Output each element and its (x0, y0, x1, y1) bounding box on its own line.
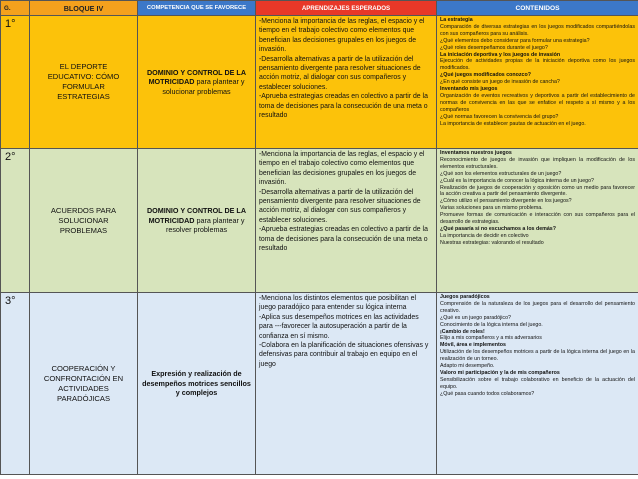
aprendizaje-item: -Desarrolla alternativas a partir de la utilización del pensamiento divergente para resolver situaciones de acción motriz, al dialogar con sus compañeros y establecer soluciones. (259, 55, 421, 91)
bloque-cell: EL DEPORTE EDUCATIVO: CÓMO FORMULAR ESTRATEGIAS (30, 16, 138, 149)
competencia-cell: Expresión y realización de desempeños motrices sencillos y complejos (138, 293, 256, 475)
contenido-item: Ejecución de actividades propias de la iniciación deportiva como los juegos modificados. (440, 58, 635, 72)
header-bloque: BLOQUE IV (30, 1, 138, 16)
competencia-rest: para plantear y solucionar problemas (162, 77, 245, 96)
contenido-heading: Juegos paradójicos (440, 294, 490, 300)
contenido-heading: La iniciación deportiva y los juegos de invasión (440, 51, 561, 58)
contenido-item: Varias soluciones para un mismo problema. (440, 205, 543, 212)
contenidos-cell (437, 149, 638, 293)
contenido-item: ¿Qué elementos debo considerar para formular una estrategia? (440, 37, 590, 44)
aprendizaje-item: -Menciona la importancia de las reglas, el espacio y el tiempo en el trabajo colectivo como elementos que benefician las decisiones grupales en los juegos de invasión. (259, 18, 425, 54)
contenido-item: ¿Qué juegos modificados conozco? (440, 72, 531, 79)
header-competencia: COMPETENCIA QUE SE FAVORECE (138, 1, 256, 16)
aprendizajes-cell (256, 16, 437, 149)
table-row (1, 16, 638, 149)
grade-cell: 2° (1, 149, 30, 293)
contenido-item: Adapto mi desempeño. (440, 363, 495, 370)
contenido-item: Móvil, área e implementos (440, 342, 506, 349)
aprendizaje-item: -Menciona la importancia de las reglas, el espacio y el tiempo en el trabajo colectivo como elementos que benefician las decisiones grupales en los juegos de invasión. (259, 151, 425, 187)
contenido-item: Comprensión de la naturaleza de los juegos para el desarrollo del pensamiento creativo. (440, 300, 635, 314)
bloque-cell: COOPERACIÓN Y CONFRONTACIÓN EN ACTIVIDADES PARADÓJICAS (30, 293, 138, 475)
table-row (1, 293, 638, 475)
table-row (1, 149, 638, 293)
bloque-cell: ACUERDOS PARA SOLUCIONAR PROBLEMAS (30, 149, 138, 293)
contenido-item: Elijo a mis compañeros y a mis adversarios (440, 335, 542, 342)
contenido-item: Utilización de los desempeños motrices a partir de la lógica interna del juego en la realización de un torneo. (440, 349, 635, 363)
contenido-item: ¿En qué consiste un juego de invasión de cancha? (440, 79, 560, 86)
contenido-heading: La estrategia (440, 17, 473, 23)
grade-cell: 1° (1, 16, 30, 149)
contenido-item: ¿Qué pasa cuando todos colaboramos? (440, 390, 535, 397)
contenido-item: ¿Qué normas favorecen la convivencia del grupo? (440, 113, 559, 120)
contenido-item: Comparación de diversas estrategias en los juegos modificados compartiéndolas con sus compañeros para su análisis. (440, 23, 635, 37)
aprendizajes-cell (256, 149, 437, 293)
aprendizajes-cell (256, 293, 437, 475)
aprendizaje-item: -Menciona los distintos elementos que posibilitan el juego paradójico para entender su lógica interna (259, 295, 417, 312)
aprendizaje-item: -Aplica sus desempeños motrices en las actividades para ---favorecer la autosuperación a partir de la confianza en sí mismo. (259, 313, 419, 340)
competencia-title: DOMINIO Y CONTROL DE LA MOTRICIDAD (146, 67, 247, 87)
contenidos-cell (437, 16, 638, 149)
contenido-item: Organización de eventos recreativos y deportivos a partir del establecimiento de normas de convivencia en las que se enfatice el respeto a sí mismo y a los compañeros (440, 92, 635, 113)
competencia-title: DOMINIO Y CONTROL DE LA MOTRICIDAD (146, 206, 247, 225)
header-contenidos: CONTENIDOS (437, 1, 638, 16)
contenido-heading: Inventando mis juegos (440, 86, 498, 93)
competencia-rest: para plantear y resolver problemas (165, 215, 245, 235)
competencia-cell (138, 16, 256, 149)
contenido-item: Sensibilización sobre el trabajo colaborativo en beneficio de la actuación del equipo. (440, 376, 635, 390)
contenido-item: Nuestras estrategias: valorando el resultado (440, 239, 544, 246)
contenido-item: La importancia de establecer pautas de actuación en el juego. (440, 120, 586, 127)
contenido-item: Reconocimiento de juegos de invasión que impliquen la modificación de los elementos estructurales. (440, 156, 635, 170)
contenido-item: ¡Cambio de roles! (440, 328, 485, 335)
contenido-heading: Inventamos nuestros juegos (440, 150, 512, 156)
header-row (1, 1, 638, 16)
contenido-item: ¿Qué son los elementos estructurales de un juego? (440, 170, 562, 177)
header-aprendizajes: APRENDIZAJES ESPERADOS (256, 1, 437, 16)
aprendizaje-item: -Colabora en la planificación de situaciones ofensivas y defensivas para contribuir al trabajo en equipo en el juego (259, 342, 429, 368)
header-grade: G. (1, 1, 30, 16)
contenido-item: Valoro mi participación y la de mis compañeros (440, 369, 560, 376)
contenido-item: Realización de juegos de cooperación y oposición como un medio para favorecer la acción creativa a partir del pensamiento divergente. (440, 184, 635, 198)
contenidos-cell (437, 293, 638, 475)
contenido-item: Promueve formas de comunicación e interacción con sus compañeros para el desarrollo de estrategias. (440, 212, 635, 226)
grade-cell: 3° (1, 293, 30, 475)
aprendizaje-item: -Aprueba estrategias creadas en colectivo a partir de la toma de decisiones para la consecución de una meta o resultado (259, 93, 428, 120)
aprendizaje-item: -Desarrolla alternativas a partir de la utilización del pensamiento divergente para resolver situaciones de acción motriz, al dialogar con sus compañeros y establecer soluciones. (259, 188, 421, 224)
contenido-item: La importancia de decidir en colectivo (440, 232, 529, 239)
contenido-item: Conocimiento de la lógica interna del juego. (440, 321, 543, 328)
contenido-item: ¿Cuál es la importancia de conocer la lógica interna de un juego? (440, 177, 594, 184)
competencia-cell (138, 149, 256, 293)
aprendizaje-item: -Aprueba estrategias creadas en colectivo a partir de la toma de decisiones para la consecución de una meta o resultado (259, 226, 428, 253)
contenido-item: ¿Qué pasaría si no escuchamos a los demás? (440, 225, 556, 232)
contenido-item: ¿Cómo utilizo el pensamiento divergente en los juegos? (440, 198, 572, 205)
contenido-item: ¿Qué es un juego paradójico? (440, 314, 511, 321)
contenido-item: ¿Qué roles desempeñamos durante el juego? (440, 44, 548, 51)
